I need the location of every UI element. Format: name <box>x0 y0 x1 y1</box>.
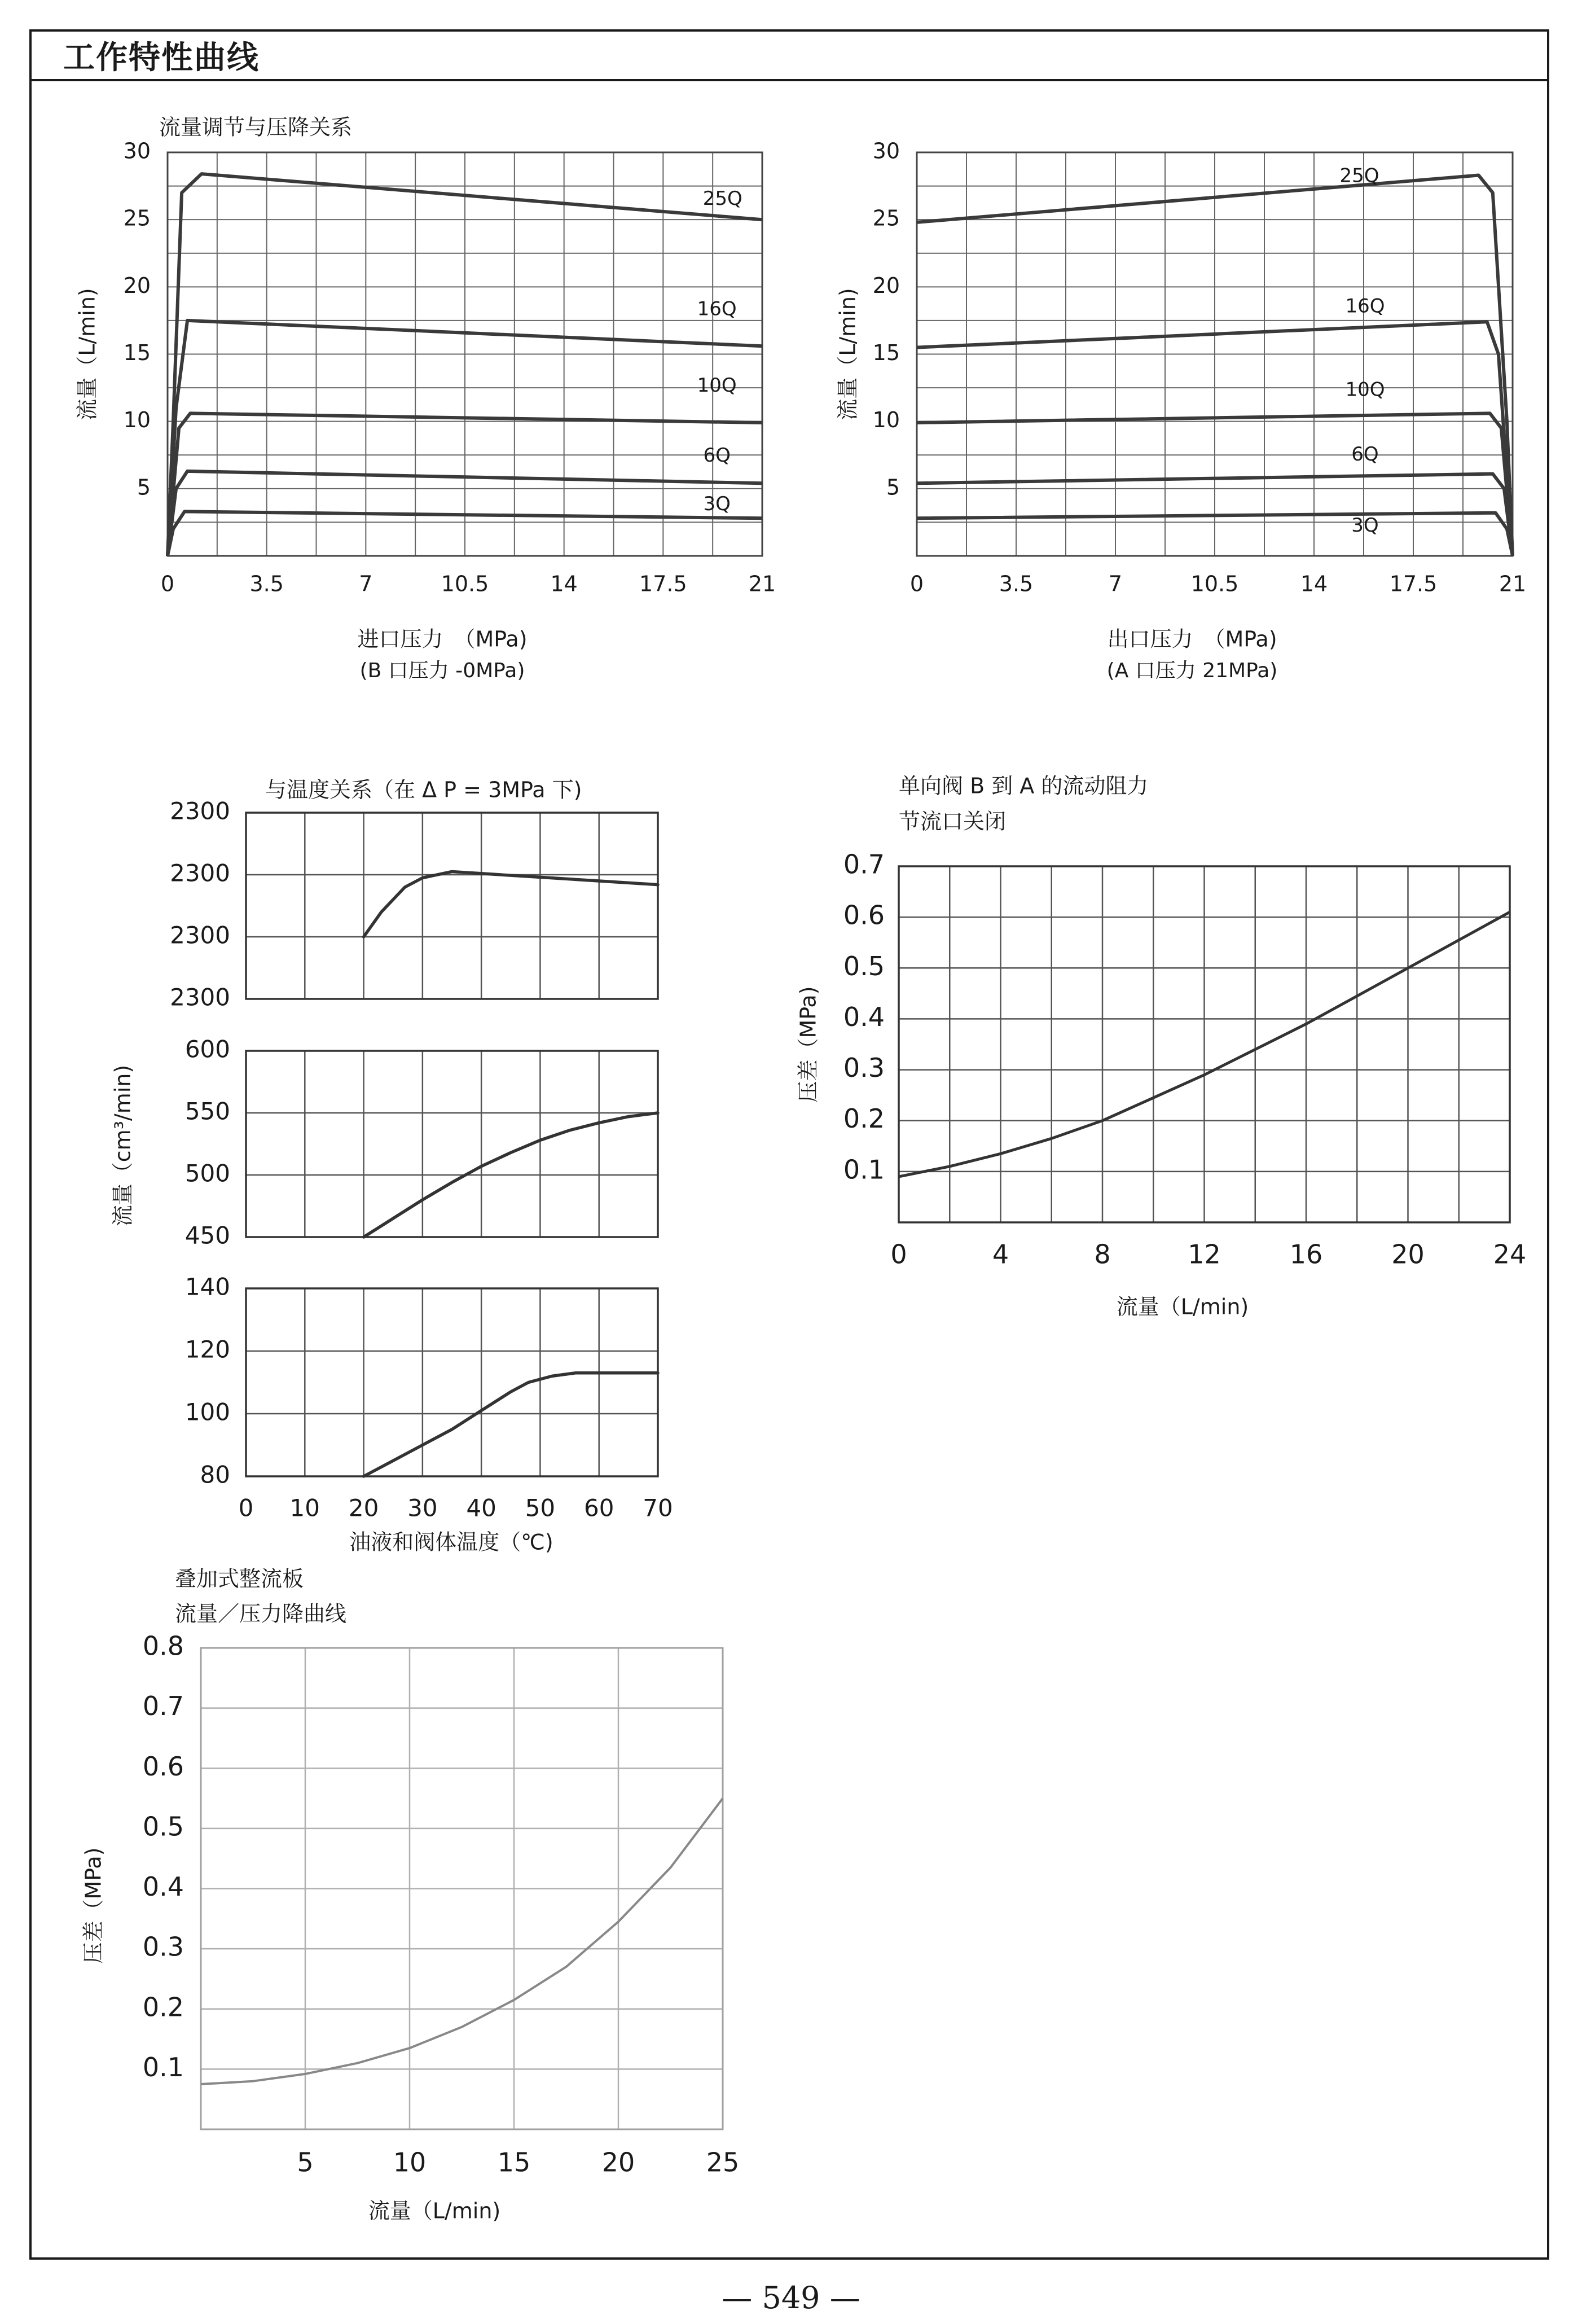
c3-panel1-ytick-label: 450 <box>184 1221 230 1249</box>
c2-xtick-label: 14 <box>1300 571 1328 597</box>
c4-ytick-label: 0.1 <box>843 1154 885 1185</box>
c3-xtick-label: 70 <box>643 1494 673 1522</box>
c3-panel0-ytick-label: 2300 <box>170 921 230 949</box>
c4-xtick-label: 16 <box>1289 1239 1323 1270</box>
c3-panel0-ytick-label: 2300 <box>170 797 230 825</box>
c2-ytick-label: 15 <box>872 340 900 365</box>
c3-xtick-label: 50 <box>525 1494 556 1522</box>
c5-ytick-label: 0.3 <box>142 1931 184 1962</box>
c2-series-label: 25Q <box>1339 164 1379 187</box>
c1-ytick-label: 15 <box>123 340 151 365</box>
c1-series-label: 3Q <box>703 492 731 515</box>
c3-panel2-ytick-label: 100 <box>184 1398 230 1426</box>
c2-ytick-label: 25 <box>872 205 900 231</box>
c2-series-label: 16Q <box>1345 295 1385 318</box>
c1-series-label: 16Q <box>697 297 737 321</box>
c5-xtick-label: 15 <box>497 2147 531 2178</box>
c1-ytick-label: 30 <box>123 138 151 164</box>
c1-ytick-label: 25 <box>123 205 151 231</box>
c1-series-label: 25Q <box>702 187 742 210</box>
c5-title: 叠加式整流板 <box>175 1566 304 1591</box>
c3-xtick-label: 0 <box>238 1494 254 1522</box>
c5-ytick-label: 0.1 <box>142 2051 184 2082</box>
c5-ytick-label: 0.8 <box>142 1630 184 1661</box>
c3-xtick-label: 20 <box>348 1494 379 1522</box>
page-heading: 工作特性曲线 <box>63 40 260 76</box>
c4-xtick-label: 20 <box>1391 1239 1425 1270</box>
c4-ytick-label: 0.6 <box>843 900 885 931</box>
c2-xtick-label: 17.5 <box>1389 571 1438 597</box>
c3-panel2-plot-frame <box>246 1288 658 1476</box>
c2-xlabel-note: (A 口压力 21MPa) <box>1106 659 1278 682</box>
c2-ytick-label: 20 <box>872 273 900 298</box>
c5-ytick-label: 0.6 <box>142 1751 184 1782</box>
c2-series-label: 6Q <box>1351 442 1379 466</box>
c3-panel0-plot-frame <box>246 813 658 999</box>
c5-subtitle: 流量／压力降曲线 <box>175 1601 347 1626</box>
c3-panel2-series-line <box>364 1373 658 1476</box>
c5-ylabel: 压差（MPa) <box>81 1847 106 1964</box>
c1-xlabel-note: (B 口压力 -0MPa) <box>359 659 525 682</box>
c3-xtick-label: 10 <box>289 1494 320 1522</box>
c3-title: 与温度关系（在 Δ P = 3MPa 下) <box>265 777 582 803</box>
c3-panel1-ytick-label: 550 <box>184 1097 230 1125</box>
c1-ytick-label: 10 <box>123 407 151 433</box>
page-number: — 549 — <box>722 2280 860 2316</box>
c5-xtick-label: 10 <box>393 2147 427 2178</box>
c3-xtick-label: 40 <box>466 1494 496 1522</box>
c1-xlabel: 进口压力 （MPa) <box>357 626 528 652</box>
c1-xtick-label: 17.5 <box>639 571 687 597</box>
c2-xlabel: 出口压力 （MPa) <box>1107 626 1277 652</box>
c2-xtick-label: 3.5 <box>999 571 1034 597</box>
c4-xtick-label: 4 <box>992 1239 1009 1270</box>
c3-xtick-label: 30 <box>407 1494 438 1522</box>
c3-panel0-series-line <box>364 872 658 937</box>
c2-xtick-label: 21 <box>1498 571 1527 597</box>
c2-xtick-label: 0 <box>909 571 924 597</box>
c4-ytick-label: 0.4 <box>843 1001 885 1032</box>
c1-xtick-label: 7 <box>359 571 373 597</box>
c4-ytick-label: 0.5 <box>843 950 885 981</box>
c3-panel1-ytick-label: 600 <box>184 1035 230 1063</box>
c1-ytick-label: 20 <box>123 273 151 298</box>
c3-panel2-ytick-label: 120 <box>184 1335 230 1363</box>
c1-xtick-label: 3.5 <box>249 571 284 597</box>
c1-xtick-label: 0 <box>160 571 175 597</box>
c1-xtick-label: 14 <box>550 571 578 597</box>
c1-title: 流量调节与压降关系 <box>159 115 353 140</box>
c4-xtick-label: 24 <box>1493 1239 1527 1270</box>
c4-xtick-label: 0 <box>890 1239 907 1270</box>
c3-panel2-ytick-label: 140 <box>184 1273 230 1301</box>
c4-ytick-label: 0.7 <box>843 849 885 880</box>
c5-ytick-label: 0.7 <box>142 1691 184 1722</box>
c3-panel1-ytick-label: 500 <box>184 1159 230 1187</box>
c2-xtick-label: 7 <box>1108 571 1123 597</box>
c5-ytick-label: 0.5 <box>142 1811 184 1842</box>
c1-xtick-label: 10.5 <box>441 571 489 597</box>
c3-xtick-label: 60 <box>583 1494 614 1522</box>
c4-title: 单向阀 B 到 A 的流动阻力 <box>899 773 1149 799</box>
c3-xlabel: 油液和阀体温度（℃) <box>349 1529 553 1555</box>
c2-ytick-label: 10 <box>872 407 900 433</box>
c1-ytick-label: 5 <box>137 475 151 500</box>
c5-ytick-label: 0.2 <box>142 1992 184 2023</box>
c2-ytick-label: 30 <box>872 138 900 164</box>
c5-xlabel: 流量（L/min) <box>368 2198 501 2224</box>
c3-panel0-ytick-label: 2300 <box>170 859 230 887</box>
c2-series-label: 3Q <box>1351 514 1379 537</box>
c2-ytick-label: 5 <box>886 475 900 500</box>
c3-panel2-ytick-label: 80 <box>200 1461 230 1489</box>
c3-ylabel: 流量（cm³/min) <box>110 1064 135 1227</box>
c1-xtick-label: 21 <box>748 571 776 597</box>
c3-panel0-ytick-label: 2300 <box>170 983 230 1011</box>
c4-ylabel: 压差（MPa) <box>796 986 821 1103</box>
c5-ytick-label: 0.4 <box>142 1871 184 1902</box>
c4-ytick-label: 0.2 <box>843 1103 885 1134</box>
c5-xtick-label: 25 <box>706 2147 740 2178</box>
c5-xtick-label: 20 <box>601 2147 635 2178</box>
c1-series-label: 6Q <box>703 444 731 467</box>
c4-xlabel: 流量（L/min) <box>1116 1294 1249 1319</box>
c1-ylabel: 流量（L/min) <box>74 288 100 420</box>
c2-xtick-label: 10.5 <box>1190 571 1239 597</box>
c4-xtick-label: 12 <box>1188 1239 1221 1270</box>
c4-subtitle: 节流口关闭 <box>899 809 1007 834</box>
c4-ytick-label: 0.3 <box>843 1053 885 1084</box>
c4-xtick-label: 8 <box>1094 1239 1111 1270</box>
c3-panel1-plot-frame <box>246 1051 658 1237</box>
c5-series-line <box>201 1799 723 2084</box>
c5-xtick-label: 5 <box>297 2147 314 2178</box>
c1-series-label: 10Q <box>697 374 737 397</box>
c2-ylabel: 流量（L/min) <box>835 288 860 420</box>
c2-series-label: 10Q <box>1345 378 1385 401</box>
